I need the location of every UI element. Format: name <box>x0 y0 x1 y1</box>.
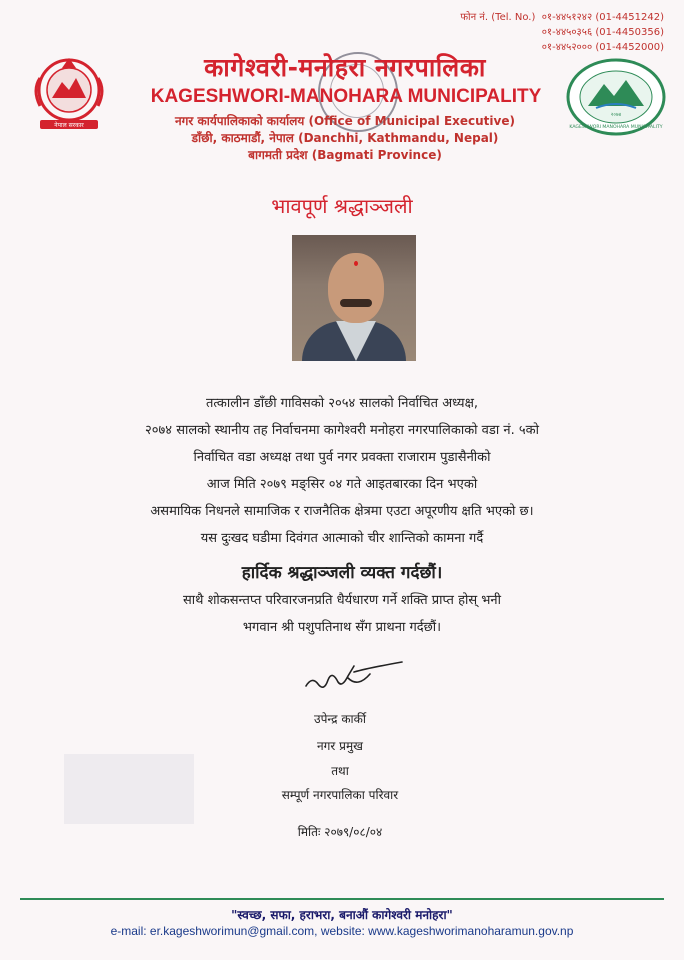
tribute-line: हार्दिक श्रद्धाञ्जली व्यक्त गर्दछौं। <box>241 563 443 583</box>
footer-contact: e-mail: er.kageshworimun@gmail.com, website: www.kageshworimanoharamun.gov.np <box>110 924 574 938</box>
municipality-title-nepali: कागेश्वरी-मनोहरा नगरपालिका <box>204 53 486 82</box>
notice-line-6: यस दुःखद घडीमा दिवंगत आत्माको चीर शान्तिको कामना गर्दै <box>200 531 484 546</box>
phone-number-2: ०१-४४५०३५६ (01-4450356) <box>541 27 664 38</box>
signatory-conjunction: तथा <box>331 764 349 778</box>
phone-block <box>460 10 664 55</box>
municipality-title-english: KAGESHWORI-MANOHARA MUNICIPALITY <box>150 86 542 107</box>
notice-heading: भावपूर्ण श्रद्धाञ्जली <box>271 194 413 218</box>
address-line: डाँछी, काठमाडौं, नेपाल (Danchhi, Kathmandu, Nepal) <box>191 131 499 145</box>
province-line: बागमती प्रदेश (Bagmati Province) <box>248 148 442 162</box>
right-emblem-year: २०७४ <box>610 112 622 118</box>
municipality-logo-icon <box>566 58 666 136</box>
right-emblem-text: KAGESHWORI MANOHARA MUNICIPALITY <box>569 125 663 130</box>
closing-line-1: साथै शोकसन्तप्त परिवारजनप्रति धैर्यधारण गर्ने शक्ति प्राप्त होस् भनी <box>182 593 502 608</box>
signatory-organization: सम्पूर्ण नगरपालिका परिवार <box>281 788 399 802</box>
signatory-name: उपेन्द्र कार्की <box>314 712 366 726</box>
notice-line-1: तत्कालीन डाँछी गाविसको २०५४ सालको निर्वाचित अध्यक्ष, <box>205 396 479 411</box>
blurred-area <box>64 754 194 824</box>
notice-line-5: असमायिक निधनले सामाजिक र राजनैतिक क्षेत्रमा एउटा अपूरणीय क्षति भएको छ। <box>150 504 534 519</box>
nepal-government-emblem-icon <box>22 48 117 136</box>
portrait-photo <box>292 235 416 361</box>
office-line: नगर कार्यपालिकाको कार्यालय (Office of Municipal Executive) <box>175 114 515 128</box>
left-emblem-text: नेपाल सरकार <box>54 122 84 129</box>
signature-icon <box>298 658 408 696</box>
signatory-title: नगर प्रमुख <box>317 739 363 753</box>
footer-divider <box>20 898 664 900</box>
notice-date: मितिः २०७९/०८/०४ <box>297 825 383 839</box>
phone-label: फोन नं. (Tel. No.) <box>460 12 536 23</box>
closing-line-2: भगवान श्री पशुपतिनाथ सँग प्राथना गर्दछौं। <box>242 620 442 635</box>
notice-line-3: निर्वाचित वडा अध्यक्ष तथा पुर्व नगर प्रवक्ता राजाराम पुडासैनीको <box>193 450 491 465</box>
notice-line-4: आज मिति २०७९ मङ्सिर ०४ गते आइतबारका दिन भएको <box>206 477 478 492</box>
phone-number-1: ०१-४४५१२४२ (01-4451242) <box>541 12 664 23</box>
phone-number-3: ०१-४४५२००० (01-4452000) <box>541 42 664 53</box>
notice-line-2: २०७४ सालको स्थानीय तह निर्वाचनमा कागेश्वरी मनोहरा नगरपालिकाको वडा नं. ५को <box>145 423 539 438</box>
footer-motto: "स्वच्छ, सफा, हराभरा, बनाऔं कागेश्वरी मनोहरा" <box>231 908 453 922</box>
